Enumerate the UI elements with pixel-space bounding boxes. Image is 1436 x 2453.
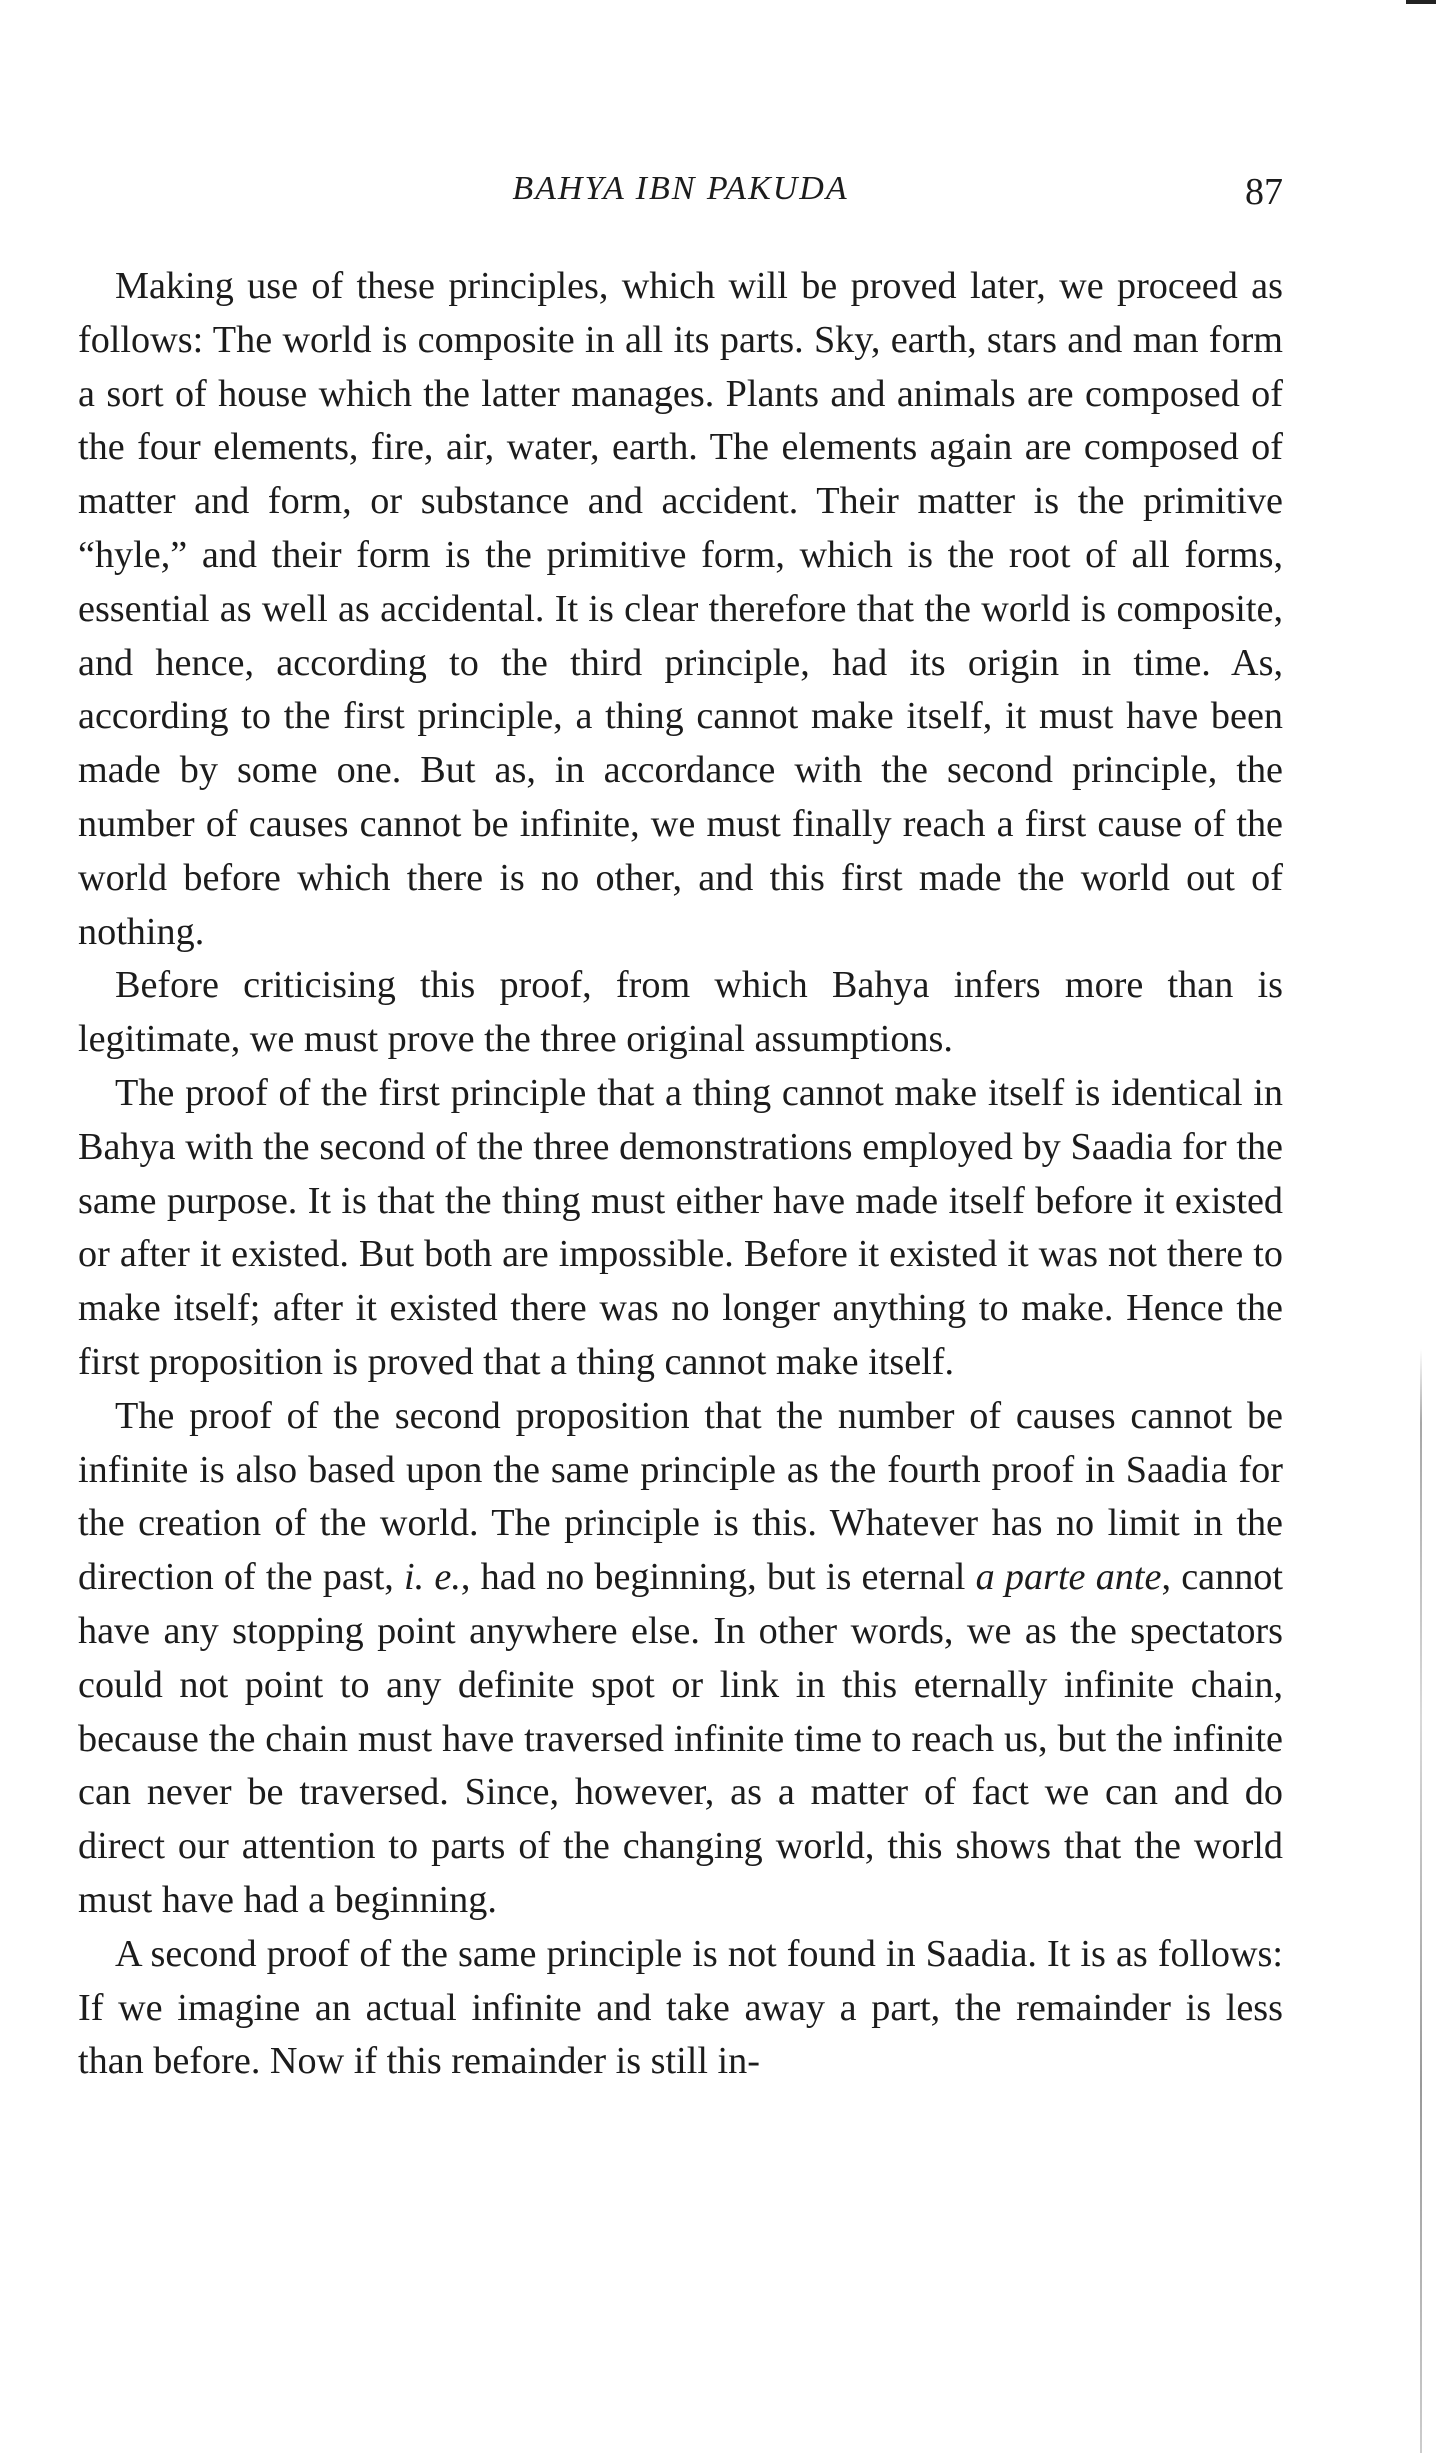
paragraph-4-text-b: , had no beginning, but is eternal (460, 1556, 976, 1599)
page-header (78, 170, 1283, 220)
paragraph-3: The proof of the first principle that a thing cannot make itself is identical in Bahya with the second of the three demonstrations employed by Saadia for the same purpose. It is that the thing must either have made itself before it existed or after it existed. But both are impossible. Before it existed it was not there to make itself; after it existed there was no longer anything to make. Hence the first proposition is proved that a thing cannot make itself. (78, 1071, 1283, 1383)
paragraph-4-italic-a-parte-ante: a parte ante (975, 1556, 1162, 1599)
paragraph-1: Making use of these principles, which will be proved later, we proceed as follows: The world is composite in all its parts. Sky, earth, stars and man form a sort of house which the latter manages. Plants and animals are composed of the four elements, fire, air, water, earth. The elements again are composed of matter and form, or substance and accident. Their matter is the primitive “hyle,” and their form is the primitive form, which is the root of all forms, essential as well as accidental. It is clear therefore that the world is composite, and hence, according to the third principle, had its origin in time. As, according to the first principle, a thing cannot make itself, it must have been made by some one. But as, in accordance with the second principle, the number of causes cannot be infinite, we must finally reach a first cause of the world before which there is no other, and this first made the world out of nothing. (78, 265, 1283, 953)
body-text (78, 260, 1283, 2089)
page-number: 87 (1245, 171, 1283, 213)
paragraph-2: Before criticising this proof, from which Bahya infers more than is legitimate, we must prove the three original assumptions. (78, 964, 1283, 1061)
scan-edge-top-mark (1406, 0, 1436, 4)
running-head: BAHYA IBN PAKUDA (512, 170, 849, 207)
paragraph-4-italic-ie: i. e. (404, 1556, 461, 1599)
paragraph-4-text-c: , cannot have any stopping point anywhere else. In other words, we as the spectators could not point to any definite spot or link in this eternally infinite chain, because the chain must have traversed infinite time to reach us, but the infinite can never be traversed. Since, however, as a matter of fact we can and do direct our attention to parts of the changing world, this shows that the world must have had a beginning. (78, 1556, 1284, 1921)
paragraph-5: A second proof of the same principle is not found in Saadia. It is as follows: If we imagine an actual infinite and take away a part, the remainder is less than before. Now if this remainder is still in- (78, 1932, 1283, 2083)
paragraph-4-text-a: The proof of the second proposition that the number of causes cannot be infinite is also based upon the same principle as the fourth proof in Saadia for the creation of the world. The principle is this. Whatever has no limit in the direction of the past, (78, 1394, 1283, 1599)
scan-edge-line (1420, 0, 1422, 2453)
paragraph-4 (78, 1390, 1283, 1928)
